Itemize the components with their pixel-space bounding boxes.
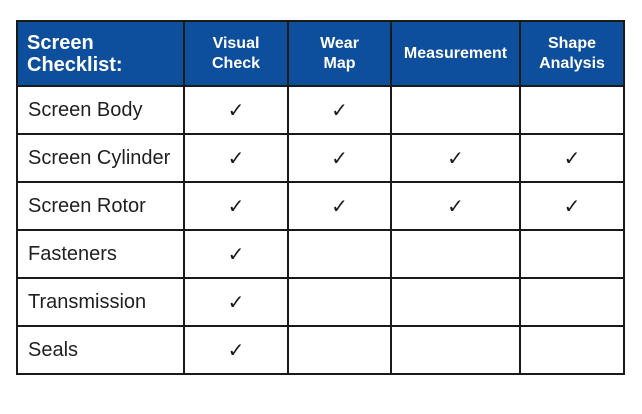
checkmark-icon: ✓ (227, 193, 245, 218)
column-header-line1: Measurement (403, 44, 508, 62)
checkmark-icon: ✓ (447, 193, 464, 218)
column-header-measurement (391, 21, 520, 86)
cell-wear-map (288, 230, 391, 278)
cell-shape-analysis (520, 230, 624, 278)
row-label: Screen Body (17, 86, 184, 134)
checkmark-icon: ✓ (227, 289, 245, 314)
cell-shape-analysis (520, 134, 624, 182)
checkmark-icon: ✓ (331, 97, 348, 122)
column-header-line1: Visual (212, 34, 260, 52)
column-header-shape-analysis (520, 21, 624, 86)
checkmark-icon: ✓ (447, 145, 464, 170)
checklist-title (17, 21, 184, 86)
checklist-title-line2: Checklist: (27, 53, 123, 76)
header-row (17, 21, 624, 86)
screen-checklist-table (16, 20, 625, 375)
cell-visual-check (184, 326, 288, 374)
checkmark-icon: ✓ (227, 145, 245, 170)
table-row-screen-cylinder (17, 134, 624, 182)
table-row-transmission (17, 278, 624, 326)
row-label: Transmission (17, 278, 184, 326)
cell-measurement (391, 134, 520, 182)
row-label: Screen Cylinder (17, 134, 184, 182)
cell-shape-analysis (520, 86, 624, 134)
cell-wear-map (288, 326, 391, 374)
checkmark-icon: ✓ (563, 193, 581, 218)
cell-measurement (391, 182, 520, 230)
row-label: Seals (17, 326, 184, 374)
cell-wear-map (288, 86, 391, 134)
cell-measurement (391, 230, 520, 278)
cell-shape-analysis (520, 278, 624, 326)
cell-measurement (391, 326, 520, 374)
column-header-line1: Shape (547, 34, 596, 52)
checkmark-icon: ✓ (331, 193, 348, 218)
checklist-title-line1: Screen (27, 31, 94, 54)
cell-shape-analysis (520, 326, 624, 374)
cell-visual-check (184, 182, 288, 230)
column-header-wear-map (288, 21, 391, 86)
checkmark-icon: ✓ (331, 145, 348, 170)
cell-shape-analysis (520, 182, 624, 230)
column-header-visual-check (184, 21, 288, 86)
table-header (17, 21, 624, 86)
column-header-line2: Map (323, 54, 356, 72)
table-row-seals (17, 326, 624, 374)
cell-wear-map (288, 278, 391, 326)
table-row-screen-rotor (17, 182, 624, 230)
row-label: Screen Rotor (17, 182, 184, 230)
row-label: Fasteners (17, 230, 184, 278)
column-header-line1: Wear (320, 34, 359, 52)
cell-wear-map (288, 134, 391, 182)
table-body (17, 86, 624, 374)
cell-visual-check (184, 230, 288, 278)
column-header-line2: Analysis (539, 54, 605, 72)
cell-measurement (391, 278, 520, 326)
checkmark-icon: ✓ (563, 145, 581, 170)
column-header-line2: Check (211, 54, 261, 72)
checkmark-icon: ✓ (227, 97, 245, 122)
checkmark-icon: ✓ (227, 241, 245, 266)
cell-measurement (391, 86, 520, 134)
checkmark-icon: ✓ (227, 337, 245, 362)
cell-wear-map (288, 182, 391, 230)
table-row-screen-body (17, 86, 624, 134)
cell-visual-check (184, 86, 288, 134)
cell-visual-check (184, 278, 288, 326)
cell-visual-check (184, 134, 288, 182)
table-row-fasteners (17, 230, 624, 278)
